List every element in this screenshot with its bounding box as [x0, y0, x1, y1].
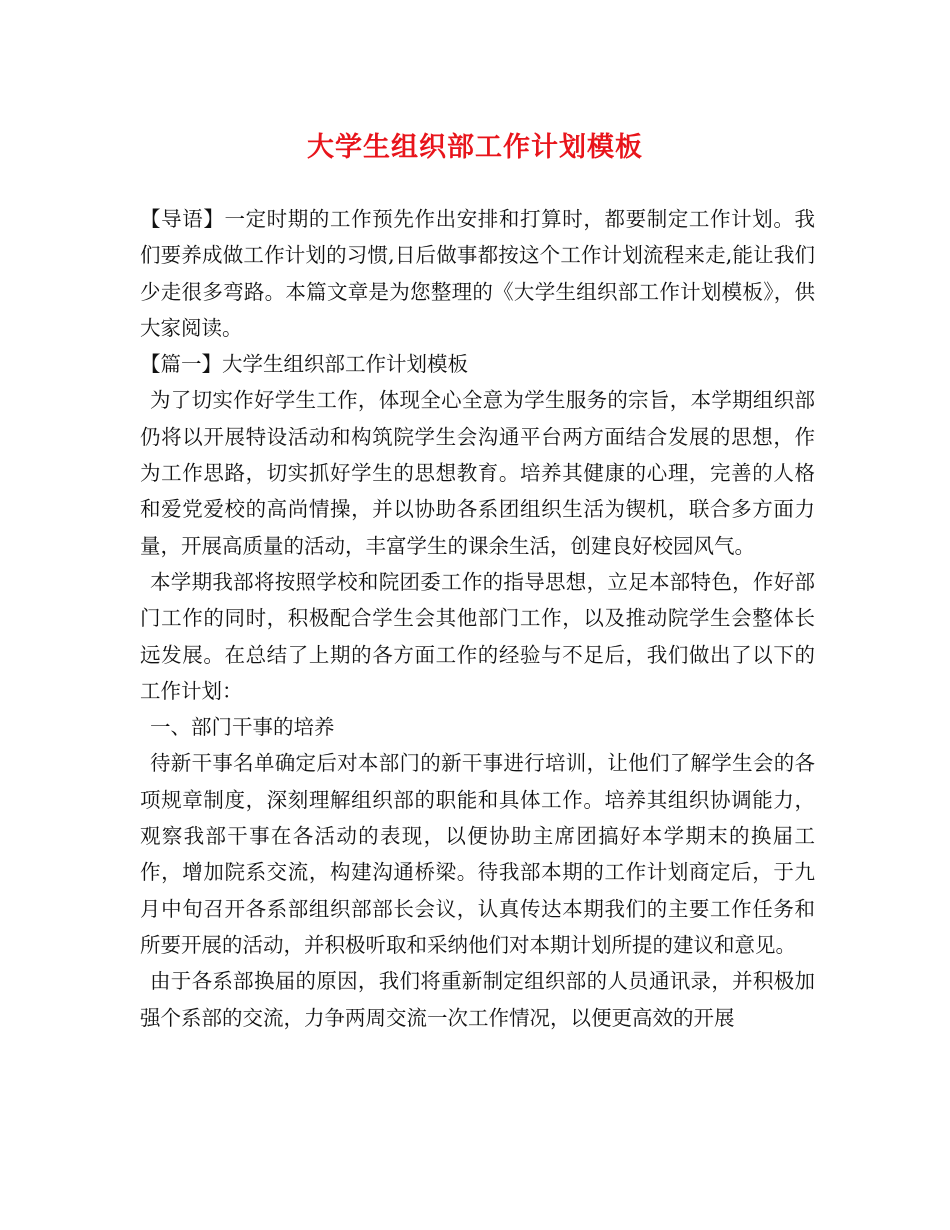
paragraph: 为了切实作好学生工作，体现全心全意为学生服务的宗旨，本学期组织部仍将以开展特设活动和构筑院学生会沟通平台两方面结合发展的思想，作为工作思路，切实抓好学生的思想教育。培养其健康的心理，完善的人格和爱党爱校的高尚情操，并以协助各系团组织生活为锲机，联合多方面力量，开展高质量的活动，丰富学生的课余生活，创建良好校园风气。 [140, 388, 815, 558]
paragraph-intro: 【导语】一定时期的工作预先作出安排和打算时，都要制定工作计划。我们要养成做工作计划的习惯,日后做事都按这个工作计划流程来走,能让我们少走很多弯路。本篇文章是为您整理的《大学生组织部工作计划模板》，供大家阅读。 [140, 207, 815, 340]
document-title: 大学生组织部工作计划模板 [307, 132, 643, 163]
paragraph: 本学期我部将按照学校和院团委工作的指导思想，立足本部特色，作好部门工作的同时，积极配合学生会其他部门工作，以及推动院学生会整体长远发展。在总结了上期的各方面工作的经验与不足后，我们做出了以下的工作计划： [140, 569, 815, 703]
subsection-heading: 一、部门干事的培养 [150, 715, 335, 740]
paragraph: 待新干事名单确定后对本部门的新干事进行培训，让他们了解学生会的各项规章制度，深刻理解组织部的职能和具体工作。培养其组织协调能力，观察我部干事在各活动的表现，以便协助主席团搞好本学期末的换届工作，增加院系交流，构建沟通桥梁。待我部本期的工作计划商定后，于九月中旬召开各系部组织部部长会议，认真传达本期我们的主要工作任务和所要开展的活动，并积极听取和采纳他们对本期计划所提的建议和意见。 [140, 751, 815, 957]
section-heading-part-one: 【篇一】大学生组织部工作计划模板 [140, 352, 468, 377]
paragraph: 由于各系部换届的原因，我们将重新制定组织部的人员通讯录，并积极加强个系部的交流，力争两周交流一次工作情况，以便更高效的开展 [140, 969, 815, 1030]
document-body [140, 201, 815, 1036]
